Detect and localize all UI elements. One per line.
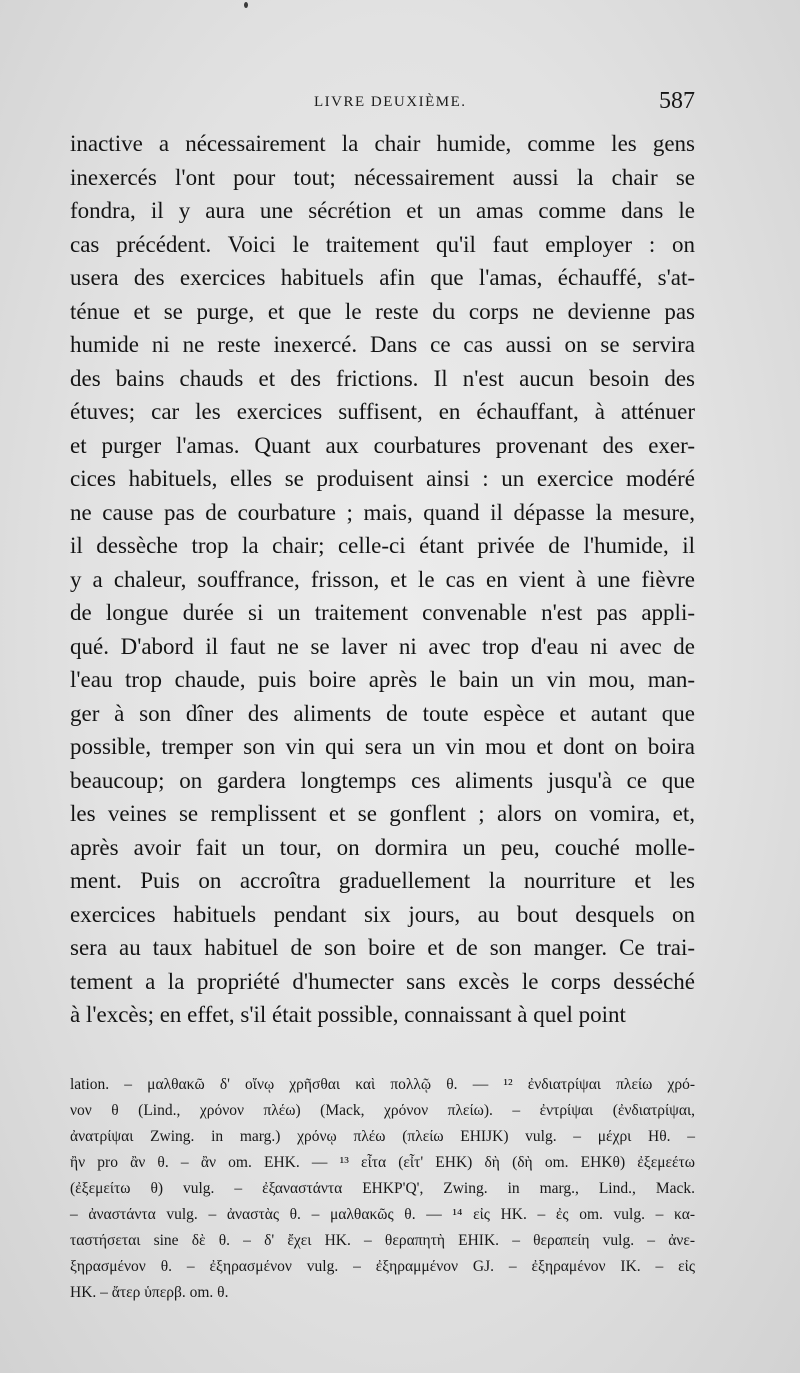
text-line: humide ni ne reste inexercé. Dans ce cas aussi on se servira: [70, 332, 695, 357]
text-line: et purger l'amas. Quant aux courbatures provenant des exer-: [70, 432, 695, 458]
text-line: à l'excès; en effet, s'il était possible, connaissant à quel point: [70, 1002, 626, 1027]
text-line: ténue et se purge, et que le reste du corps ne devienne pas: [70, 298, 695, 324]
text-line: inexercés l'ont pour tout; nécessairement aussi la chair se: [70, 164, 695, 190]
page-number: 587: [659, 88, 695, 114]
main-text: [70, 127, 695, 1032]
text-line: ger à son dîner des aliments de toute espèce et autant que: [70, 700, 695, 726]
text-line: ment. Puis on accroîtra graduellement la nourriture et les: [70, 868, 695, 893]
text-line: inactive a nécessairement la chair humide, comme les gens: [70, 131, 695, 156]
footnote-line: ταστήσεται sine δὲ θ. – δ' ἔχει HK. – θεραπητὴ EHIK. – θεραπείη vulg. – ἀνε-: [70, 1232, 695, 1249]
text-line: l'eau trop chaude, puis boire après le bain un vin mou, man-: [70, 667, 695, 692]
footnote-line: νον θ (Lind., χρόνον πλέω) (Mack, χρόνον πλείω). – ἐντρίψαι (ἐνδιατρίψαι,: [70, 1102, 695, 1119]
text-line: de longue durée si un traitement convenable n'est pas appli-: [70, 600, 695, 625]
text-line: les veines se remplissent et se gonflent ; alors on vomira, et,: [70, 801, 695, 826]
text-line: cices habituels, elles se produisent ainsi : un exercice modéré: [70, 466, 695, 491]
text-line: possible, tremper son vin qui sera un vin mou et dont on boira: [70, 734, 695, 759]
footnotes: [70, 1072, 695, 1306]
text-line: cas précédent. Voici le traitement qu'il faut employer : on: [70, 231, 695, 257]
text-line: qué. D'abord il faut ne se laver ni avec trop d'eau ni avec de: [70, 633, 695, 659]
text-line: ne cause pas de courbature ; mais, quand il dépasse la mesure,: [70, 499, 695, 525]
text-line: tement a la propriété d'humecter sans excès le corps desséché: [70, 968, 695, 994]
text-line: sera au taux habituel de son boire et de son manger. Ce trai-: [70, 935, 695, 960]
text-line: des bains chauds et des frictions. Il n'est aucun besoin des: [70, 365, 695, 391]
text-line: il dessèche trop la chair; celle-ci étant privée de l'humide, il: [70, 533, 695, 558]
print-speck: [244, 2, 248, 8]
text-line: beaucoup; on gardera longtemps ces aliments jusqu'à ce que: [70, 767, 695, 793]
footnote-line: ξηρασμένον θ. – ἐξηρασμένον vulg. – ἐξηραμμένον GJ. – ἐξηραμένον IK. – εἰς: [70, 1258, 695, 1275]
text-line: usera des exercices habituels afin que l'amas, échauffé, s'at-: [70, 265, 695, 290]
footnote-line: (ἐξεμείτω θ) vulg. – ἐξαναστάντα EHKP'Q', Zwing. in marg., Lind., Mack.: [70, 1180, 695, 1197]
footnote-line: ἢν pro ἂν θ. – ἂν om. EHK. — ¹³ εἶτα (εἶτ' EHK) δὴ (δὴ om. EHKθ) ἐξεμεέτω: [70, 1154, 695, 1171]
page-header: [70, 90, 695, 120]
footnote-line: HK. – ἄτερ ὑπερβ. om. θ.: [70, 1284, 229, 1301]
footnote-line: lation. – μαλθακῶ δ' οἴνῳ χρῆσθαι καὶ πολλῷ θ. — ¹² ἐνδιατρίψαι πλείω χρό-: [70, 1076, 695, 1093]
text-line: fondra, il y aura une sécrétion et un amas comme dans le: [70, 198, 695, 223]
running-title: LIVRE DEUXIÈME.: [314, 94, 467, 110]
text-line: étuves; car les exercices suffisent, en échauffant, à atténuer: [70, 399, 695, 424]
text-line: y a chaleur, souffrance, frisson, et le cas en vient à une fièvre: [70, 566, 695, 592]
footnote-line: ἀνατρίψαι Zwing. in marg.) χρόνῳ πλέω (πλείω EHIJK) vulg. – μέχρι Hθ. –: [70, 1128, 695, 1145]
text-line: exercices habituels pendant six jours, au bout desquels on: [70, 901, 695, 927]
text-line: après avoir fait un tour, on dormira un peu, couché molle-: [70, 834, 695, 860]
footnote-line: – ἀναστάντα vulg. – ἀναστὰς θ. – μαλθακῶς θ. — ¹⁴ εἰς HK. – ἐς om. vulg. – κα-: [70, 1206, 695, 1223]
